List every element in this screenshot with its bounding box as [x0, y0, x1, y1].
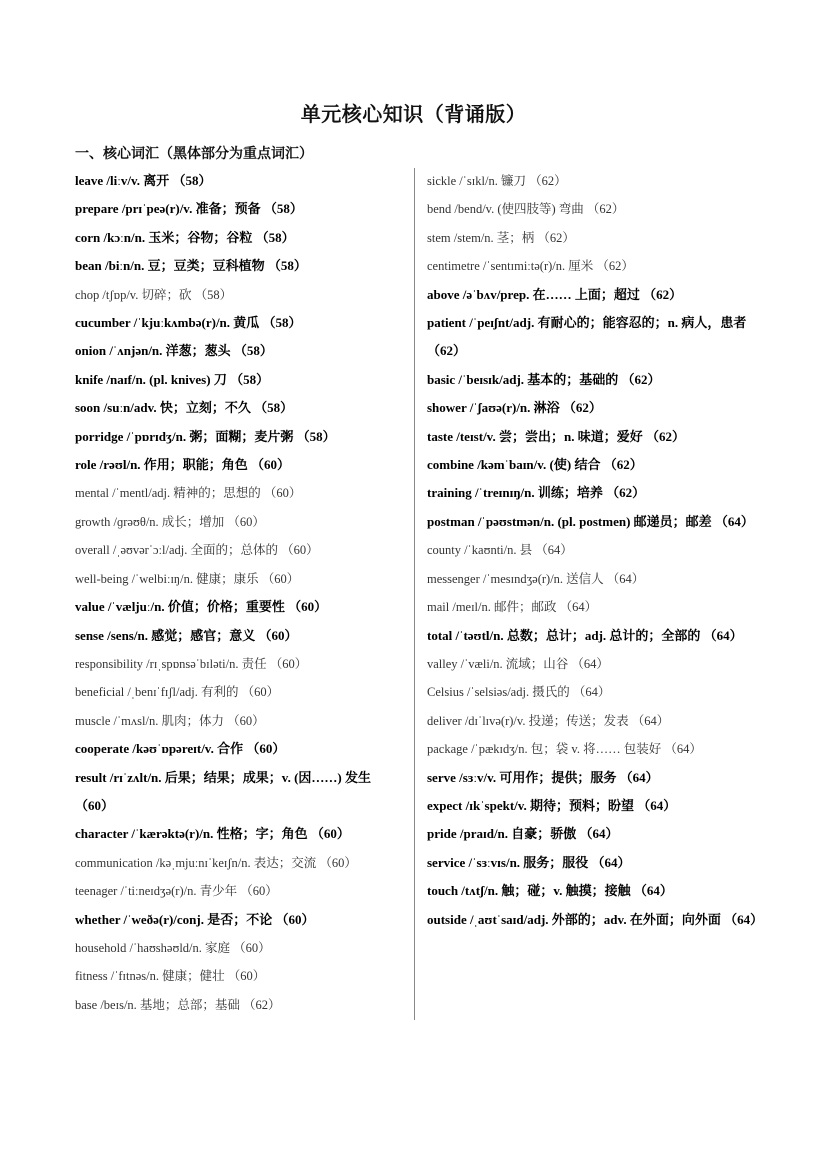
vocab-entry: valley /ˈvæli/n. 流域；山谷 （64）	[427, 656, 609, 671]
vocab-entry: soon /suːn/adv. 快；立刻；不久 （58）	[75, 400, 294, 416]
vocab-entry: character /ˈkærəktə(r)/n. 性格；字；角色 （60）	[75, 826, 350, 842]
vocab-entry: above /əˈbʌv/prep. 在…… 上面；超过 （62）	[427, 286, 683, 302]
vocab-entry: patient /ˈpeɪʃnt/adj. 有耐心的；能容忍的；n. 病人，患者 （62）	[427, 315, 747, 359]
vocab-entry: sickle /ˈsɪkl/n. 镰刀 （62）	[427, 174, 567, 188]
vocab-entry: serve /sɜːv/v. 可用作；提供；服务 （64）	[427, 769, 659, 785]
vocab-entry: shower /ˈʃaʊə(r)/n. 淋浴 （62）	[427, 400, 602, 416]
vocab-entry: well-being /ˈwelbiːɪŋ/n. 健康；康乐 （60）	[75, 571, 300, 586]
vocab-entry: onion /ˈʌnjən/n. 洋葱；葱头 （58）	[75, 343, 273, 359]
vocab-entry: prepare /prɪˈpeə(r)/v. 准备；预备 （58）	[75, 201, 303, 217]
vocab-entry: basic /ˈbeɪsɪk/adj. 基本的；基础的 （62）	[427, 371, 661, 387]
vocab-entry: expect /ɪkˈspekt/v. 期待；预料；盼望 （64）	[427, 797, 677, 813]
vocab-entry: teenager /ˈtiːneɪdʒə(r)/n. 青少年 （60）	[75, 884, 278, 899]
vocab-entry: Celsius /ˈselsiəs/adj. 摄氏的 （64）	[427, 685, 611, 700]
vocab-entry: leave /liːv/v. 离开 （58）	[75, 173, 212, 188]
vocab-entry: bean /biːn/n. 豆；豆类；豆科植物 （58）	[75, 258, 307, 274]
vocab-entry: household /ˈhaʊshəʊld/n. 家庭 （60）	[75, 940, 271, 955]
vocab-column-right	[427, 167, 762, 934]
vocab-entry: mail /meɪl/n. 邮件；邮政 （64）	[427, 600, 598, 615]
vocab-entry: growth /ɡrəʊθ/n. 成长；增加 （60）	[75, 514, 265, 529]
vocab-entry: overall /ˌəʊvərˈɔːl/adj. 全面的；总体的 （60）	[75, 543, 319, 558]
vocab-entry: centimetre /ˈsentɪmiːtə(r)/n. 厘米 （62）	[427, 259, 634, 274]
column-divider	[414, 168, 415, 1020]
vocab-entry: sense /sens/n. 感觉；感官；意义 （60）	[75, 627, 298, 643]
section-heading: 一、核心词汇（黑体部分为重点词汇）	[75, 147, 313, 162]
vocab-entry: messenger /ˈmesɪndʒə(r)/n. 送信人 （64）	[427, 571, 645, 586]
vocab-entry: result /rɪˈzʌlt/n. 后果；结果；成果；v. (因……) 发生 （60）	[75, 769, 371, 813]
vocab-entry: corn /kɔːn/n. 玉米；谷物；谷粒 （58）	[75, 229, 295, 245]
vocab-entry: cooperate /kəʊˈɒpəreɪt/v. 合作 （60）	[75, 741, 286, 757]
vocab-entry: beneficial /ˌbenɪˈfɪʃl/adj. 有利的 （60）	[75, 685, 280, 700]
vocab-entry: value /ˈvæljuː/n. 价值；价格；重要性 （60）	[75, 599, 328, 615]
vocab-entry: porridge /ˈpɒrɪdʒ/n. 粥；面糊；麦片粥 （58）	[75, 428, 336, 444]
vocab-entry: taste /teɪst/v. 尝；尝出；n. 味道；爱好 （62）	[427, 428, 685, 444]
vocab-entry: communication /kəˌmjuːnɪˈkeɪʃn/n. 表达；交流 （60）	[75, 855, 357, 870]
vocab-entry: role /rəʊl/n. 作用；职能；角色 （60）	[75, 457, 291, 473]
vocab-entry: pride /praɪd/n. 自豪；骄傲 （64）	[427, 826, 619, 842]
vocab-entry: total /ˈtəʊtl/n. 总数；总计；adj. 总计的；全部的 （64）	[427, 627, 743, 643]
vocab-entry: cucumber /ˈkjuːkʌmbə(r)/n. 黄瓜 （58）	[75, 315, 302, 331]
vocab-entry: mental /ˈmentl/adj. 精神的；思想的 （60）	[75, 486, 302, 501]
vocab-entry: postman /ˈpəʊstmən/n. (pl. postmen) 邮递员；邮差 （64）	[427, 513, 754, 529]
vocab-entry: muscle /ˈmʌsl/n. 肌肉；体力 （60）	[75, 713, 265, 728]
vocab-entry: combine /kəmˈbaɪn/v. (使) 结合 （62）	[427, 457, 643, 473]
vocab-column-left	[75, 167, 405, 1019]
vocab-entry: training /ˈtreɪnɪŋ/n. 训练；培养 （62）	[427, 485, 646, 501]
vocab-entry: fitness /ˈfɪtnəs/n. 健康；健壮 （60）	[75, 969, 266, 984]
vocab-entry: touch /tʌtʃ/n. 触；碰；v. 触摸；接触 （64）	[427, 883, 673, 899]
vocab-entry: stem /stem/n. 茎；柄 （62）	[427, 230, 575, 245]
vocab-entry: base /beɪs/n. 基地；总部；基础 （62）	[75, 997, 281, 1012]
vocab-entry: whether /ˈweðə(r)/conj. 是否；不论 （60）	[75, 911, 315, 927]
vocab-entry: county /ˈkaʊnti/n. 县 （64）	[427, 543, 573, 558]
vocab-entry: chop /tʃɒp/v. 切碎；砍 （58）	[75, 287, 233, 302]
vocab-entry: knife /naɪf/n. (pl. knives) 刀 （58）	[75, 371, 270, 387]
vocab-entry: service /ˈsɜːvɪs/n. 服务；服役 （64）	[427, 854, 631, 870]
page-title: 单元核心知识（背诵版）	[300, 104, 527, 126]
vocab-entry: package /ˈpækɪdʒ/n. 包；袋 v. 将…… 包装好 （64）	[427, 742, 702, 757]
vocab-entry: bend /bend/v. (使四肢等) 弯曲 （62）	[427, 202, 625, 217]
vocab-entry: deliver /dɪˈlɪvə(r)/v. 投递；传送；发表 （64）	[427, 713, 670, 728]
vocab-entry: outside /ˌaʊtˈsaɪd/adj. 外部的；adv. 在外面；向外面 （64）	[427, 911, 764, 927]
vocab-entry: responsibility /rɪˌspɒnsəˈbɪləti/n. 责任 （60）	[75, 656, 308, 671]
